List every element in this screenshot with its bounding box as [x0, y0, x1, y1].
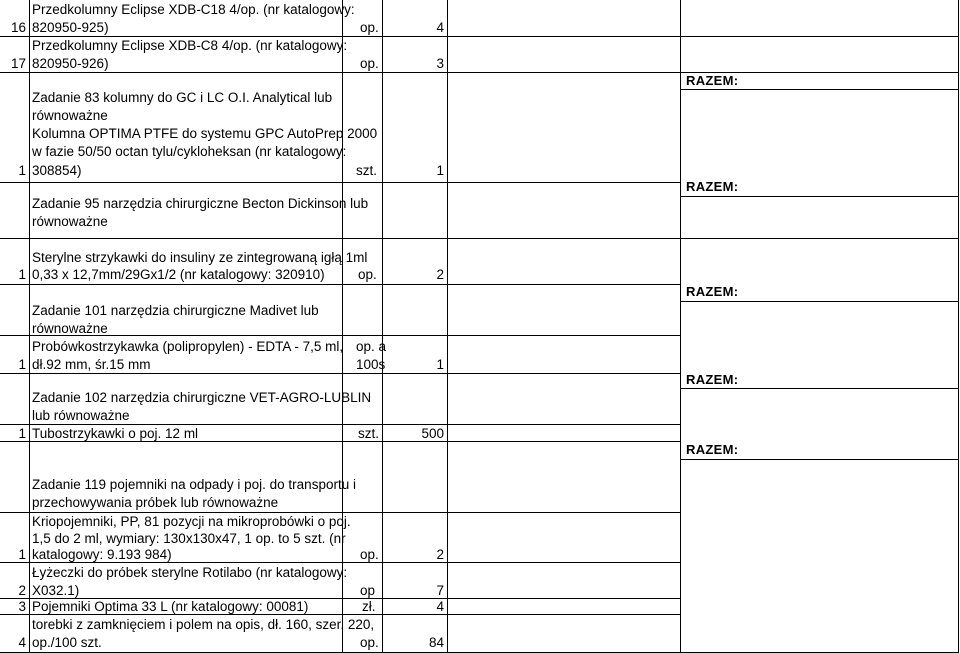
- item-description: 308854): [32, 163, 82, 178]
- item-unit: op.: [360, 547, 379, 562]
- item-description: Kolumna OPTIMA PTFE do systemu GPC AutoPrep 2000: [32, 126, 378, 141]
- row-number: 1: [18, 357, 26, 372]
- item-description: Przedkolumny Eclipse XDB-C18 4/op. (nr katalogowy:: [32, 2, 355, 17]
- row-number: 16: [10, 20, 26, 35]
- item-description: katalogowy: 9.193 984): [32, 547, 172, 562]
- task-title: równoważne: [32, 108, 108, 123]
- row-number: 2: [18, 583, 26, 598]
- item-unit: op.: [358, 267, 377, 282]
- item-quantity: 4: [436, 20, 444, 35]
- row-number: 1: [18, 267, 26, 282]
- task-title: Zadanie 95 narzędzia chirurgiczne Becton Dickinson lub: [32, 196, 369, 211]
- row-number: 3: [18, 599, 26, 614]
- item-description: Pojemniki Optima 33 L (nr katalogowy: 00081): [32, 599, 309, 614]
- razem-label: RAZEM:: [686, 442, 739, 457]
- task-title: lub równoważne: [32, 408, 130, 423]
- item-quantity: 7: [436, 583, 444, 598]
- item-description: op./100 szt.: [32, 635, 102, 650]
- razem-label: RAZEM:: [686, 284, 739, 299]
- item-description: X032.1): [32, 583, 80, 598]
- item-unit: zł.: [362, 599, 376, 614]
- item-description: dł.92 mm, śr.15 mm: [32, 357, 151, 372]
- task-title: równoważne: [32, 321, 108, 336]
- item-unit: szt.: [356, 163, 378, 178]
- item-description: Kriopojemniki, PP, 81 pozycji na mikroprobówki o poj.: [32, 514, 351, 529]
- item-description: 0,33 x 12,7mm/29Gx1/2 (nr katalogowy: 320910): [32, 267, 325, 282]
- task-title: równoważne: [32, 214, 108, 229]
- item-quantity: 2: [436, 267, 444, 282]
- item-description: Przedkolumny Eclipse XDB-C8 4/op. (nr katalogowy:: [32, 38, 348, 53]
- item-description: 820950-925): [32, 20, 109, 35]
- item-description: Łyżeczki do próbek sterylne Rotilabo (nr katalogowy:: [32, 565, 348, 580]
- row-number: 17: [10, 56, 26, 71]
- item-unit: 100s: [356, 357, 386, 372]
- item-unit: op.: [360, 20, 379, 35]
- row-number: 1: [18, 426, 26, 441]
- row-number: 4: [18, 635, 26, 650]
- item-description: Probówkostrzykawka (polipropylen) - EDTA - 7,5 ml,: [32, 339, 344, 354]
- row-number: 1: [18, 163, 26, 178]
- item-description: torebki z zamknięciem i polem na opis, dł. 160, szer. 220,: [32, 617, 375, 632]
- task-title: przechowywania próbek lub równoważne: [32, 495, 279, 510]
- task-title: Zadanie 83 kolumny do GC i LC O.I. Analytical lub: [32, 90, 333, 105]
- item-description: 1,5 do 2 ml, wymiary: 130x130x47, 1 op. to 5 szt. (nr: [32, 531, 346, 546]
- item-quantity: 500: [421, 426, 444, 441]
- row-number: 1: [18, 547, 26, 562]
- item-description: Tubostrzykawki o poj. 12 ml: [32, 426, 199, 441]
- item-quantity: 3: [436, 56, 444, 71]
- item-quantity: 1: [436, 163, 444, 178]
- task-title: Zadanie 101 narzędzia chirurgiczne Madivet lub: [32, 303, 319, 318]
- item-description: w fazie 50/50 octan tylu/cykloheksan (nr katalogowy:: [32, 144, 347, 159]
- item-quantity: 2: [436, 547, 444, 562]
- item-unit: op. a: [356, 339, 387, 354]
- item-unit: op: [360, 583, 376, 598]
- razem-label: RAZEM:: [686, 372, 739, 387]
- razem-label: RAZEM:: [686, 179, 739, 194]
- item-description: 820950-926): [32, 56, 109, 71]
- item-unit: op.: [360, 635, 379, 650]
- item-quantity: 84: [428, 635, 444, 650]
- item-quantity: 4: [436, 599, 444, 614]
- item-unit: szt.: [358, 426, 380, 441]
- item-quantity: 1: [436, 357, 444, 372]
- task-title: Zadanie 119 pojemniki na odpady i poj. do transportu i: [32, 477, 356, 492]
- task-title: Zadanie 102 narzędzia chirurgiczne VET-AGRO-LUBLIN: [32, 390, 372, 405]
- item-unit: op.: [360, 56, 379, 71]
- item-description: Sterylne strzykawki do insuliny ze zintegrowaną igłą 1ml: [32, 250, 368, 265]
- razem-label: RAZEM:: [686, 73, 739, 88]
